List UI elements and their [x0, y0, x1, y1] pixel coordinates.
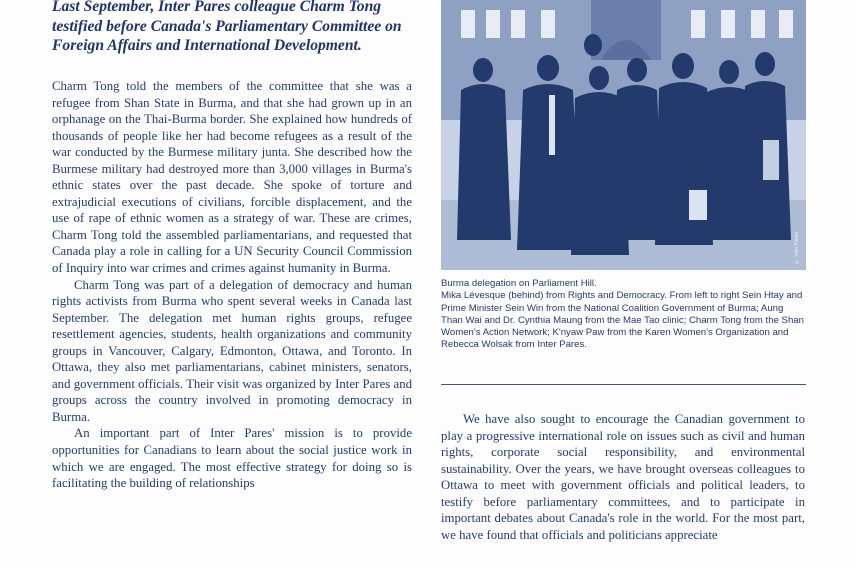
divider: [441, 384, 806, 385]
right-column: [441, 411, 805, 543]
caption-text: Mika Lévesque (behind) from Rights and Democracy. From left to right Sein Htay and Prime Minister Sein Win from the National Coalition Government of Burma; Aung Than Wai and Dr. Cynthia Maung from the Mae Tao clinic; Charm Tong from the Shan Women's Action Network; K'nyaw Paw from the Karen Women's Organization and Rebecca Wolsak from Inter Pares.: [441, 290, 804, 351]
paragraph: An important part of Inter Pares' mission is to provide opportunities for Canadians to learn about the social justice work in which we are engaged. The most effective strategy for doing so is facilitating the building of relationships: [52, 426, 412, 491]
intro-heading: Last September, Inter Pares colleague Charm Tong testified before Canada's Parliamentary Committee on Foreign Affairs and International Development.: [52, 0, 402, 54]
paragraph: Charm Tong was part of a delegation of democracy and human rights activists from Burma who spent several weeks in Canada last September. The delegation met human rights groups, refugee resettlement agencies, students, health organizations and community groups in Vancouver, Calgary, Edmonton, Ottawa, and Toronto. In Ottawa, they also met parliamentarians, cabinet ministers, senators, and government officials. Their visit was organized by Inter Pares and groups across the country involved in promoting democracy in Burma.: [52, 277, 412, 424]
caption-title: Burma delegation on Parliament Hill.: [441, 278, 597, 289]
photo-illustration: [441, 0, 806, 270]
group-photo: [441, 0, 806, 270]
paragraph: Charm Tong told the members of the committee that she was a refugee from Shan State in Burma, and that she had grown up in an orphanage on the Thai-Burma border. She explained how hundreds of thousands of people like her had become refugees as a result of the war conducted by the Burmese military junta. She described how the Burmese military had destroyed more than 3,000 villages in Burma's ethnic states over the past decade. She spoke of torture and extrajudicial executions of civilians, forcible displacement, and the use of rape of ethnic women as a strategy of war. These are crimes, Charm Tong told the assembled parliamentarians, and requested that Canada play a role in calling for a UN Security Council Commission of Inquiry into war crimes and crimes against humanity in Burma.: [52, 79, 412, 276]
paragraph: We have also sought to encourage the Canadian government to play a progressive international role on issues such as civil and human rights, corporate social responsibility, and environmental sustainability. Over the years, we have brought overseas colleagues to Ottawa to meet with government officials and political leaders, to testify before parliamentary committees, and to participate in important debates about Canada's role in the world. For the most part, we have found that officials and politicians appreciate: [441, 412, 805, 542]
article-body: [52, 78, 412, 492]
photo-credit: © Inter Pares: [794, 232, 800, 264]
photo-caption: [441, 278, 805, 352]
